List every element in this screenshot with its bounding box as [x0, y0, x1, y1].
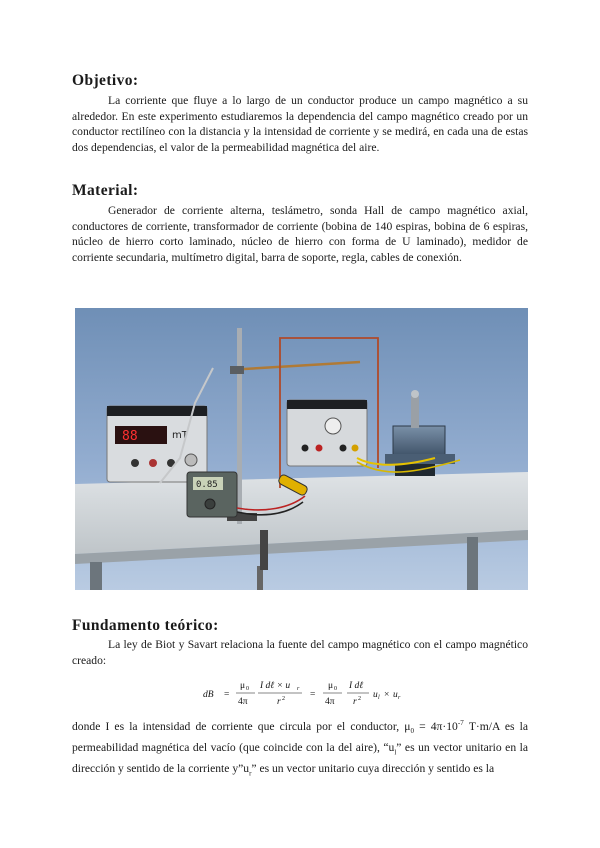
formula-cross: ×	[384, 690, 390, 700]
teslameter-reading: 88	[122, 429, 138, 444]
formula-equals-2: =	[310, 690, 316, 700]
formula-lhs: dB	[203, 690, 214, 700]
objetivo-paragraph: La corriente que fluye a lo largo de un conductor produce un campo magnético a su alrededor. En este experimento estudiaremos la dependencia del campo magnético creado por un conductor rectilíneo con la distancia y la intensidad de corriente y se medirá, en cada una de estas dos dependencias, el valor de la permeabilidad magnética del aire.	[72, 94, 528, 154]
formula-mu-1: μ	[240, 681, 246, 691]
material-paragraph: Generador de corriente alterna, teslámetro, sonda Hall de campo magnético axial, conductores de corriente, transformador de corriente (bobina de 140 espiras, bobina de 6 espiras, núcleo de hierro corto laminado, núcleo de hierro con forma de U laminado), medidor de corriente secundaria, multímetro digital, barra de soporte, regla, cables de conexión.	[72, 204, 528, 264]
formula-mu-sub-1: 0	[246, 686, 249, 692]
fundamento-body-part-1: donde I es la intensidad de corriente que circula por el conductor,	[72, 719, 405, 733]
formula-mu-sub-2: 0	[334, 686, 337, 692]
formula-four-pi-1: 4π	[238, 697, 248, 707]
fundamento-body-part-3: ” es un vector unitario en la dirección y sentido de la corriente y”u	[72, 740, 528, 775]
ul-subscript: l	[394, 748, 397, 757]
formula-equals-1: =	[224, 690, 230, 700]
objetivo-heading: Objetivo:	[72, 72, 139, 89]
material-heading: Material:	[72, 182, 139, 199]
formula-vector-l: u	[373, 690, 378, 700]
formula-denominator-1-exp: 2	[282, 696, 285, 702]
experiment-photo	[75, 308, 528, 590]
fundamento-body-part-2: T·m/A es la permeabilidad magnética del vacío (que coincide con la del aire), “u	[72, 719, 528, 754]
formula-vector-l-sub: l	[378, 695, 380, 701]
fundamento-intro: La ley de Biot y Savart relaciona la fuente del campo magnético con el campo magnético creado:	[72, 638, 528, 667]
fundamento-heading: Fundamento teórico:	[72, 617, 219, 634]
formula-numerator-2: I dℓ	[349, 681, 364, 691]
fundamento-body-part-4: ” es un vector unitario cuya dirección y sentido es la	[251, 761, 495, 775]
formula-vector-r-sub: r	[398, 695, 401, 701]
multimeter-reading: 0.85	[196, 480, 218, 490]
biot-savart-formula	[203, 677, 413, 709]
formula-four-pi-2: 4π	[325, 697, 335, 707]
formula-numerator-1-sub: r	[297, 686, 300, 692]
mu0-subscript: 0	[410, 727, 414, 736]
mu0-value: = 4π·10	[413, 719, 458, 733]
ur-subscript: r	[249, 768, 252, 777]
formula-denominator-2: r	[353, 697, 357, 707]
formula-denominator-2-exp: 2	[358, 696, 361, 702]
formula-numerator-1: I dℓ × u	[260, 681, 291, 691]
mu0-symbol: μ	[404, 719, 411, 733]
formula-vector-r: u	[393, 690, 398, 700]
teslameter-unit: mT	[172, 430, 188, 441]
fundamento-body	[72, 716, 528, 782]
formula-denominator-1: r	[277, 697, 281, 707]
formula-mu-2: μ	[328, 681, 334, 691]
mu0-exponent: -7	[457, 719, 464, 727]
